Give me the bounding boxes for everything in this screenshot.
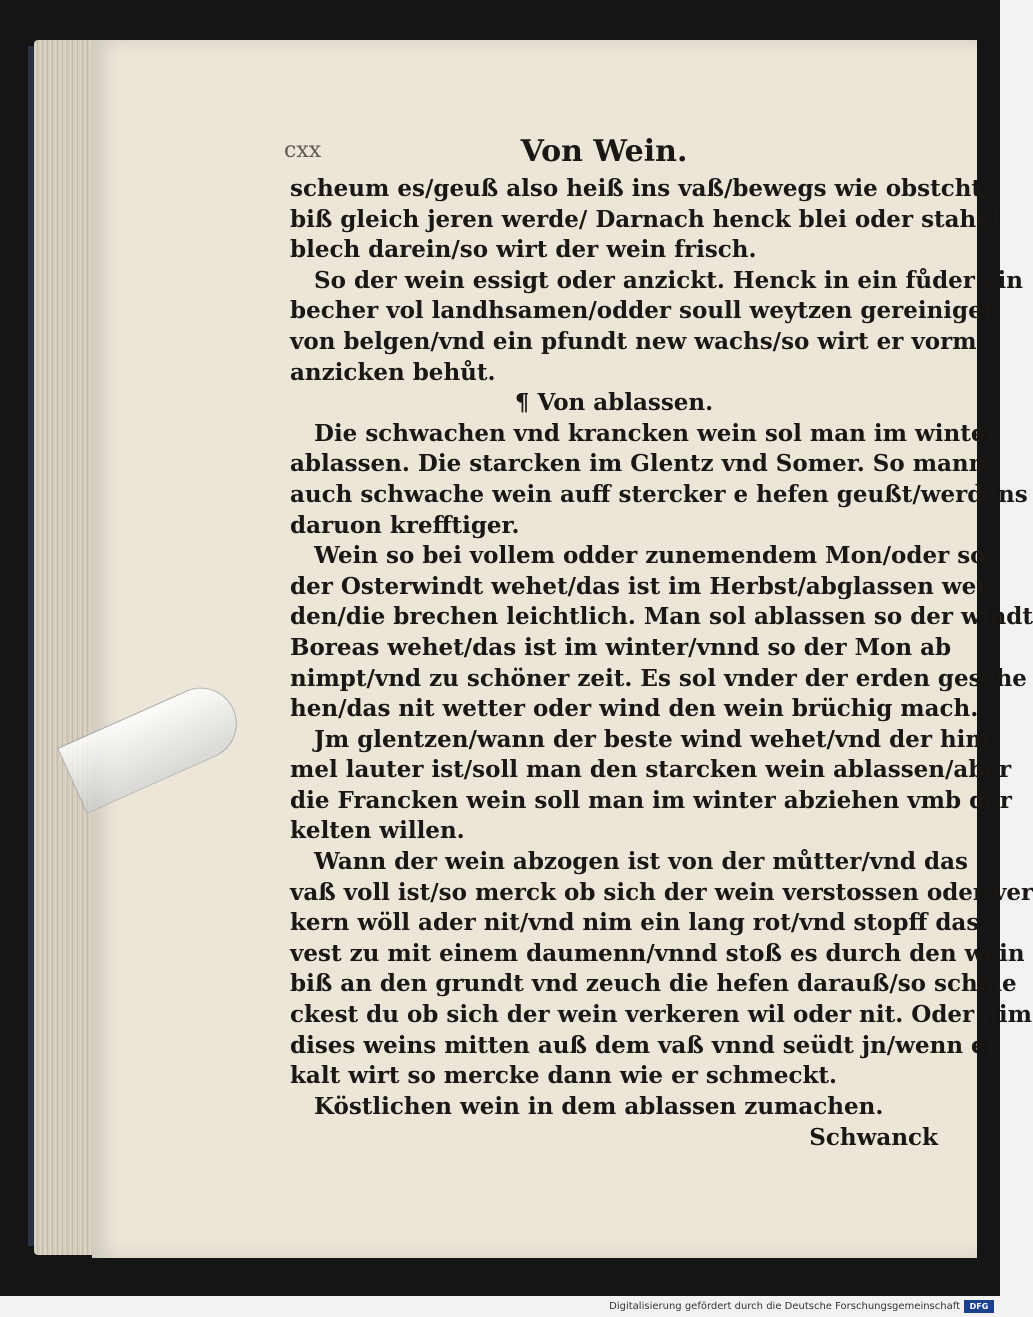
text-line: ckest du ob sich der wein verkeren wil oder nit. Oder nim [290, 1001, 1032, 1029]
text-line: mel lauter ist/soll man den starcken wein ablassen/aber [290, 756, 1012, 784]
dfg-logo: DFG [964, 1300, 994, 1313]
text-line: vaß voll ist/so merck ob sich der wein verstossen oder ver [290, 878, 1033, 906]
text-line: Die schwachen vnd krancken wein sol man im winter [314, 419, 998, 447]
text-block-ablassen [290, 419, 1033, 1123]
text-line: anzicken behůt. [290, 358, 496, 386]
text-line: So der wein essigt oder anzickt. Henck in ein fůder ein [314, 266, 1024, 294]
folio-number: cxx [284, 138, 322, 163]
text-line: auch schwache wein auff stercker e hefen geußt/werdens [290, 480, 1028, 508]
text-line: Köstlichen wein in dem ablassen zumachen. [314, 1092, 884, 1120]
text-line: biß gleich jeren werde/ Darnach henck blei oder stahel [290, 205, 1000, 233]
text-line: der Osterwindt wehet/das ist im Herbst/abglassen wer [290, 572, 989, 600]
text-line: Jm glentzen/wann der beste wind wehet/vnd der him [314, 725, 990, 753]
text-line: Boreas wehet/das ist im winter/vnnd so der Mon ab [290, 633, 952, 661]
funding-credit: Digitalisierung gefördert durch die Deutsche Forschungsgemeinschaft [609, 1301, 960, 1312]
footer-bar [0, 1296, 1000, 1317]
text-line: blech darein/so wirt der wein frisch. [290, 236, 757, 264]
page-text [284, 130, 1033, 1154]
text-line: hen/das nit wetter oder wind den wein brüchig mach. [290, 695, 979, 723]
text-block-intro [290, 174, 1024, 388]
text-line: Wann der wein abzogen ist von der můtter/vnd das [314, 848, 968, 876]
text-line: becher vol landhsamen/odder soull weytzen gereiniget [290, 297, 994, 325]
text-line: vest zu mit einem daumenn/vnnd stoß es durch den wein [290, 939, 1025, 967]
section-heading: ¶ Von ablassen. [514, 389, 714, 417]
catchword: Schwanck [809, 1124, 938, 1152]
text-line: daruon krefftiger. [290, 511, 520, 539]
text-line: kelten willen. [290, 817, 465, 845]
text-line: von belgen/vnd ein pfundt new wachs/so wirt er vorm [290, 327, 977, 355]
text-line: scheum es/geuß also heiß ins vaß/bewegs wie obstcht/ [290, 175, 991, 202]
text-line: ablassen. Die starcken im Glentz vnd Somer. So mann [290, 450, 986, 478]
running-header: Von Wein. [520, 134, 688, 169]
text-line: die Francken wein soll man im winter abziehen vmb der [290, 786, 1012, 814]
text-line: nimpt/vnd zu schöner zeit. Es sol vnder der erden gesche [290, 664, 1027, 692]
text-line: dises weins mitten auß dem vaß vnnd seüdt jn/wenn er [290, 1031, 998, 1059]
page-edges [34, 40, 100, 1255]
text-line: kern wöll ader nit/vnd nim ein lang rot/vnd stopff das [290, 909, 980, 937]
text-line: den/die brechen leichtlich. Man sol ablassen so der windt [290, 603, 1033, 631]
text-line: Wein so bei vollem odder zunemendem Mon/oder so [314, 542, 986, 570]
text-line: kalt wirt so mercke dann wie er schmeckt. [290, 1062, 838, 1090]
text-line: biß an den grundt vnd zeuch die hefen darauß/so schme [290, 970, 1017, 998]
